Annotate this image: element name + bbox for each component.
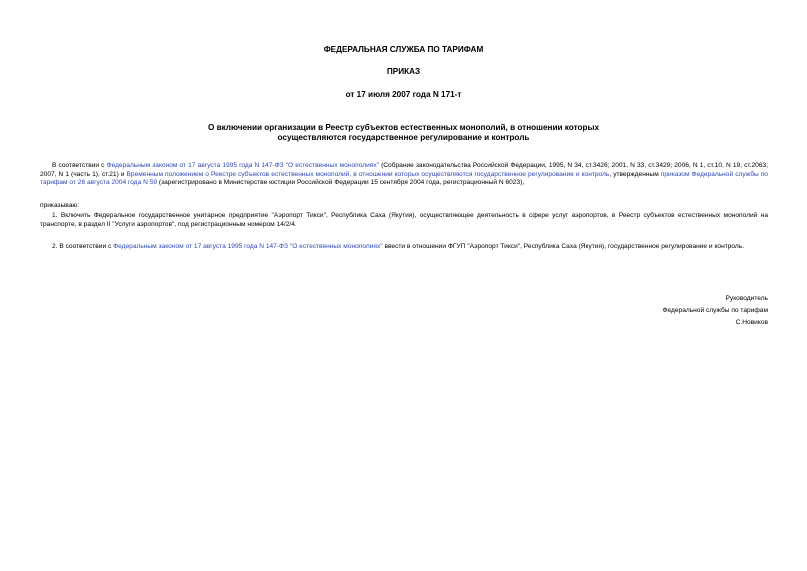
agency-heading: ФЕДЕРАЛЬНАЯ СЛУЖБА ПО ТАРИФАМ (323, 45, 484, 54)
item-2-text-2: ввести в отношении ФГУП "Аэропорт Тикси", Республика Саха (Якутия), государственное регулирование и контроль. (382, 243, 745, 250)
preamble-text-1: В соответствии с (52, 162, 107, 169)
signature-name: С.Новиков (735, 319, 768, 326)
item-1-paragraph: 1. Включить Федеральное государственное унитарное предприятие "Аэропорт Тикси", Республика Саха (Якутия), осуществляющее деятельность в сфере услуг аэропортов, в Реестр субъектов естественных монополий на транспорте, в раздел II "Услуги аэропортов", под регистрационным номером 14/2/4. (40, 212, 768, 228)
federal-law-link[interactable]: Федеральным законом от 17 августа 1995 года N 147-ФЗ "О естественных монополиях" (106, 162, 379, 169)
date-number-heading: от 17 июля 2007 года N 171-т (345, 90, 462, 99)
preamble-text-3: , утвержденным (609, 170, 661, 178)
order-word: приказываю: (40, 202, 80, 209)
doc-type-heading: ПРИКАЗ (386, 67, 421, 76)
document-title-line2: осуществляются государственное регулирование и контроль (277, 133, 530, 142)
preamble-paragraph (40, 162, 768, 188)
item-2-text-1: 2. В соответствии с (52, 243, 114, 250)
preamble-text-4: (зарегистрировано в Министерстве юстиции Российской Федерации 15 сентября 2004 года, регистрационный N 6023), (157, 179, 525, 187)
item-2-federal-law-link[interactable]: Федеральным законом от 17 августа 1995 года N 147-ФЗ "О естественных монополиях" (113, 243, 383, 250)
item-2-paragraph (40, 243, 768, 252)
signature-org: Федеральной службы по тарифам (662, 307, 768, 314)
fst-order-link[interactable]: приказом Федеральной службы по тарифам от 26 августа 2004 года N 59 (40, 170, 768, 187)
document-title-line1: О включении организации в Реестр субъектов естественных монополий, в отношении которых (207, 123, 600, 132)
preamble-text-2: (Собрание законодательства Российской Федерации, 1995, N 34, ст.3426; 2001, N 33, ст.3429; 2006, N 1, ст.10, N 19, ст.2063; 2007, N 1 (часть 1), ст.21) и (40, 162, 769, 178)
temporary-regulation-link[interactable]: Временным положением о Реестре субъектов естественных монополий, в отношении которых осуществляются государственное регулирование и контроль (126, 170, 610, 178)
signature-role: Руководитель (725, 295, 768, 302)
